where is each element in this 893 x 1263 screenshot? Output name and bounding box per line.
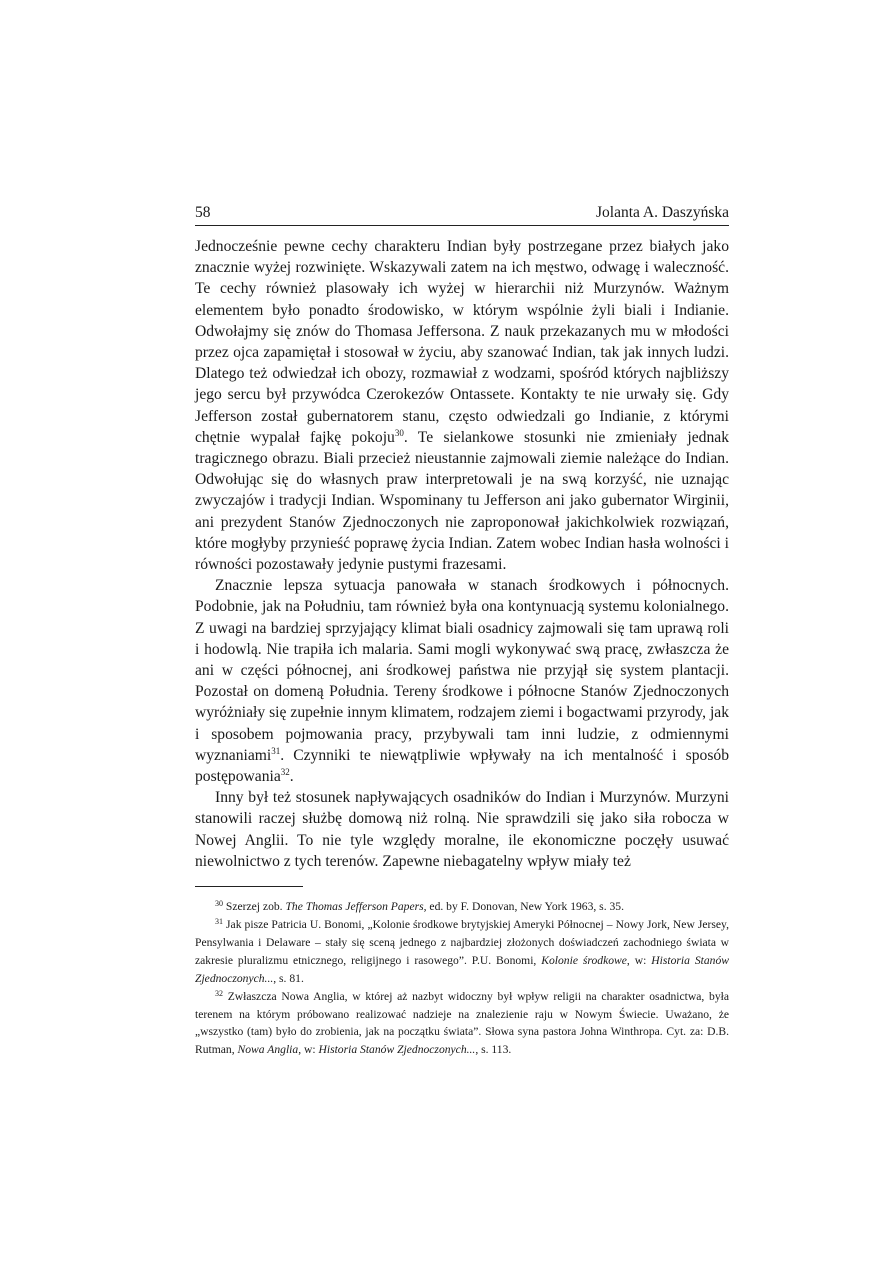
- footnote-text: Szerzej zob.: [225, 900, 286, 914]
- running-head: [195, 203, 729, 226]
- footnote-title: The Thomas Jefferson Papers,: [285, 900, 427, 914]
- footnote-separator: [195, 886, 303, 887]
- paragraph-1: [195, 236, 729, 575]
- paragraph-2-text-b: . Czynniki te niewątpliwie wpływały na ich mentalność i sposób postępowania: [195, 746, 729, 786]
- paragraph-2-text-a: Znacznie lepsza sytuacja panowała w stanach środkowych i północnych. Podobnie, jak na Południu, tam również była ona kontynuacją systemu kolonialnego. Z uwagi na bardziej sprzyjający klimat biali osadnicy zajmowali się tam uprawą roli i hodowlą. Nie trapiła ich malaria. Sami mogli wykonywać swą pracę, zwłaszcza że ani w części północnej, ani środkowej państwa nie przyjął się system plantacji. Pozostał on domeną Południa. Tereny środkowe i północne Stanów Zjednoczonych wyróżniały się zupełnie innym klimatem, rodzajem ziemi i bogactwami przyrody, jak i sposobem pojmowania pracy, przybywali tam inni ludzie, z odmiennymi wyznaniami: [195, 577, 729, 764]
- footnote-31: [195, 916, 729, 988]
- footnote-30: [195, 898, 729, 916]
- footnote-title: Kolonie środkowe: [541, 953, 627, 967]
- footnote-ref-32: 32: [280, 767, 290, 778]
- paragraph-2: [195, 575, 729, 787]
- footnote-text: Zwłaszcza Nowa Anglia, w której aż nazbyt widoczny był wpływ religii na charakter osadnictwa, była terenem na którym próbowano realizować nadzieje na znalezienie raju w Nowym Świecie. Uważano, że „wszystko (tam) było do zrobienia, jak na początku świata”. Słowa syna pastora Johna Winthropa. Cyt. za: D.B. Rutman,: [195, 989, 729, 1057]
- footnote-text: , s. 113.: [475, 1043, 512, 1057]
- footnote-number: 31: [215, 917, 223, 926]
- paragraph-1-text-a: Jednocześnie pewne cechy charakteru Indian były postrzegane przez białych jako znacznie wyżej rozwinięte. Wskazywali zatem na ich męstwo, odwagę i waleczność. Te cechy również plasowały ich wyżej w hierarchii niż Murzynów. Ważnym elementem było ponadto środowisko, w którym wspólnie żyli biali i Indianie. Odwołajmy się znów do Thomasa Jeffersona. Z nauk przekazanych mu w młodości przez ojca zapamiętał i stosował w życiu, aby szanować Indian, tak jak innych ludzi. Dlatego też odwiedzał ich obozy, rozmawiał z wodzami, spośród których najbliższy jego sercu był przywódca Czerokezów Ontassete. Kontakty te nie urwały się. Gdy Jefferson został gubernatorem stanu, często odwiedzali go Indianie, z którymi chętnie wypalał fajkę pokoju: [195, 238, 729, 446]
- footnote-title: Historia Stanów Zjednoczonych...: [318, 1043, 476, 1057]
- footnote-text: , w:: [626, 953, 652, 967]
- footnote-text: Jak pisze Patricia U. Bonomi, „Kolonie środkowe brytyjskiej Ameryki Północnej – Nowy Jork, New Jersey, Pensylwania i Delaware – stały się sceną jednego z najbardziej złożonych doświadczeń zachodniego świata w zakresie pluralizmu etnicznego, religijnego i rasowego”. P.U. Bonomi,: [195, 918, 729, 967]
- footnote-text: , s. 81.: [273, 971, 304, 985]
- main-text: [195, 236, 729, 872]
- page-number: 58: [195, 204, 211, 221]
- footnote-text: ed. by F. Donovan, New York 1963, s. 35.: [426, 900, 624, 914]
- footnotes: [195, 898, 729, 1059]
- footnote-ref-30: 30: [394, 427, 404, 438]
- footnote-ref-31: 31: [271, 745, 281, 756]
- paragraph-3: Inny był też stosunek napływających osadników do Indian i Murzynów. Murzyni stanowili raczej służbę domową niż rolną. Nie sprawdzili się jako siła robocza w Nowej Anglii. To nie tyle względy moralne, ile ekonomiczne poczęły usuwać niewolnictwo z tych terenów. Zapewne niebagatelny wpływ miały też: [195, 789, 729, 870]
- paragraph-1-text-b: . Te sielankowe stosunki nie zmieniały jednak tragicznego obrazu. Biali przecież nieustannie zajmowali ziemie należące do Indian. Odwołując się do własnych praw interpretowali je na swą korzyść, nie uznając zwyczajów i tradycji Indian. Wspominany tu Jefferson ani jako gubernator Wirginii, ani prezydent Stanów Zjednoczonych nie zaproponował jakichkolwiek rozwiązań, które mogłyby przynieść poprawę życia Indian. Zatem wobec Indian hasła wolności i równości pozostawały jedynie pustymi frazesami.: [195, 428, 729, 574]
- running-head-author: Jolanta A. Daszyńska: [595, 204, 729, 221]
- footnote-number: 30: [215, 899, 223, 909]
- footnote-title: Nowa Anglia: [237, 1043, 299, 1057]
- footnote-number: 32: [215, 988, 223, 998]
- footnote-title: Historia Stanów Zjednoczonych...: [195, 953, 729, 985]
- footnote-text: , w:: [298, 1043, 319, 1057]
- book-page: [195, 203, 729, 1059]
- paragraph-2-text-c: .: [289, 768, 294, 786]
- footnote-32: [195, 988, 729, 1060]
